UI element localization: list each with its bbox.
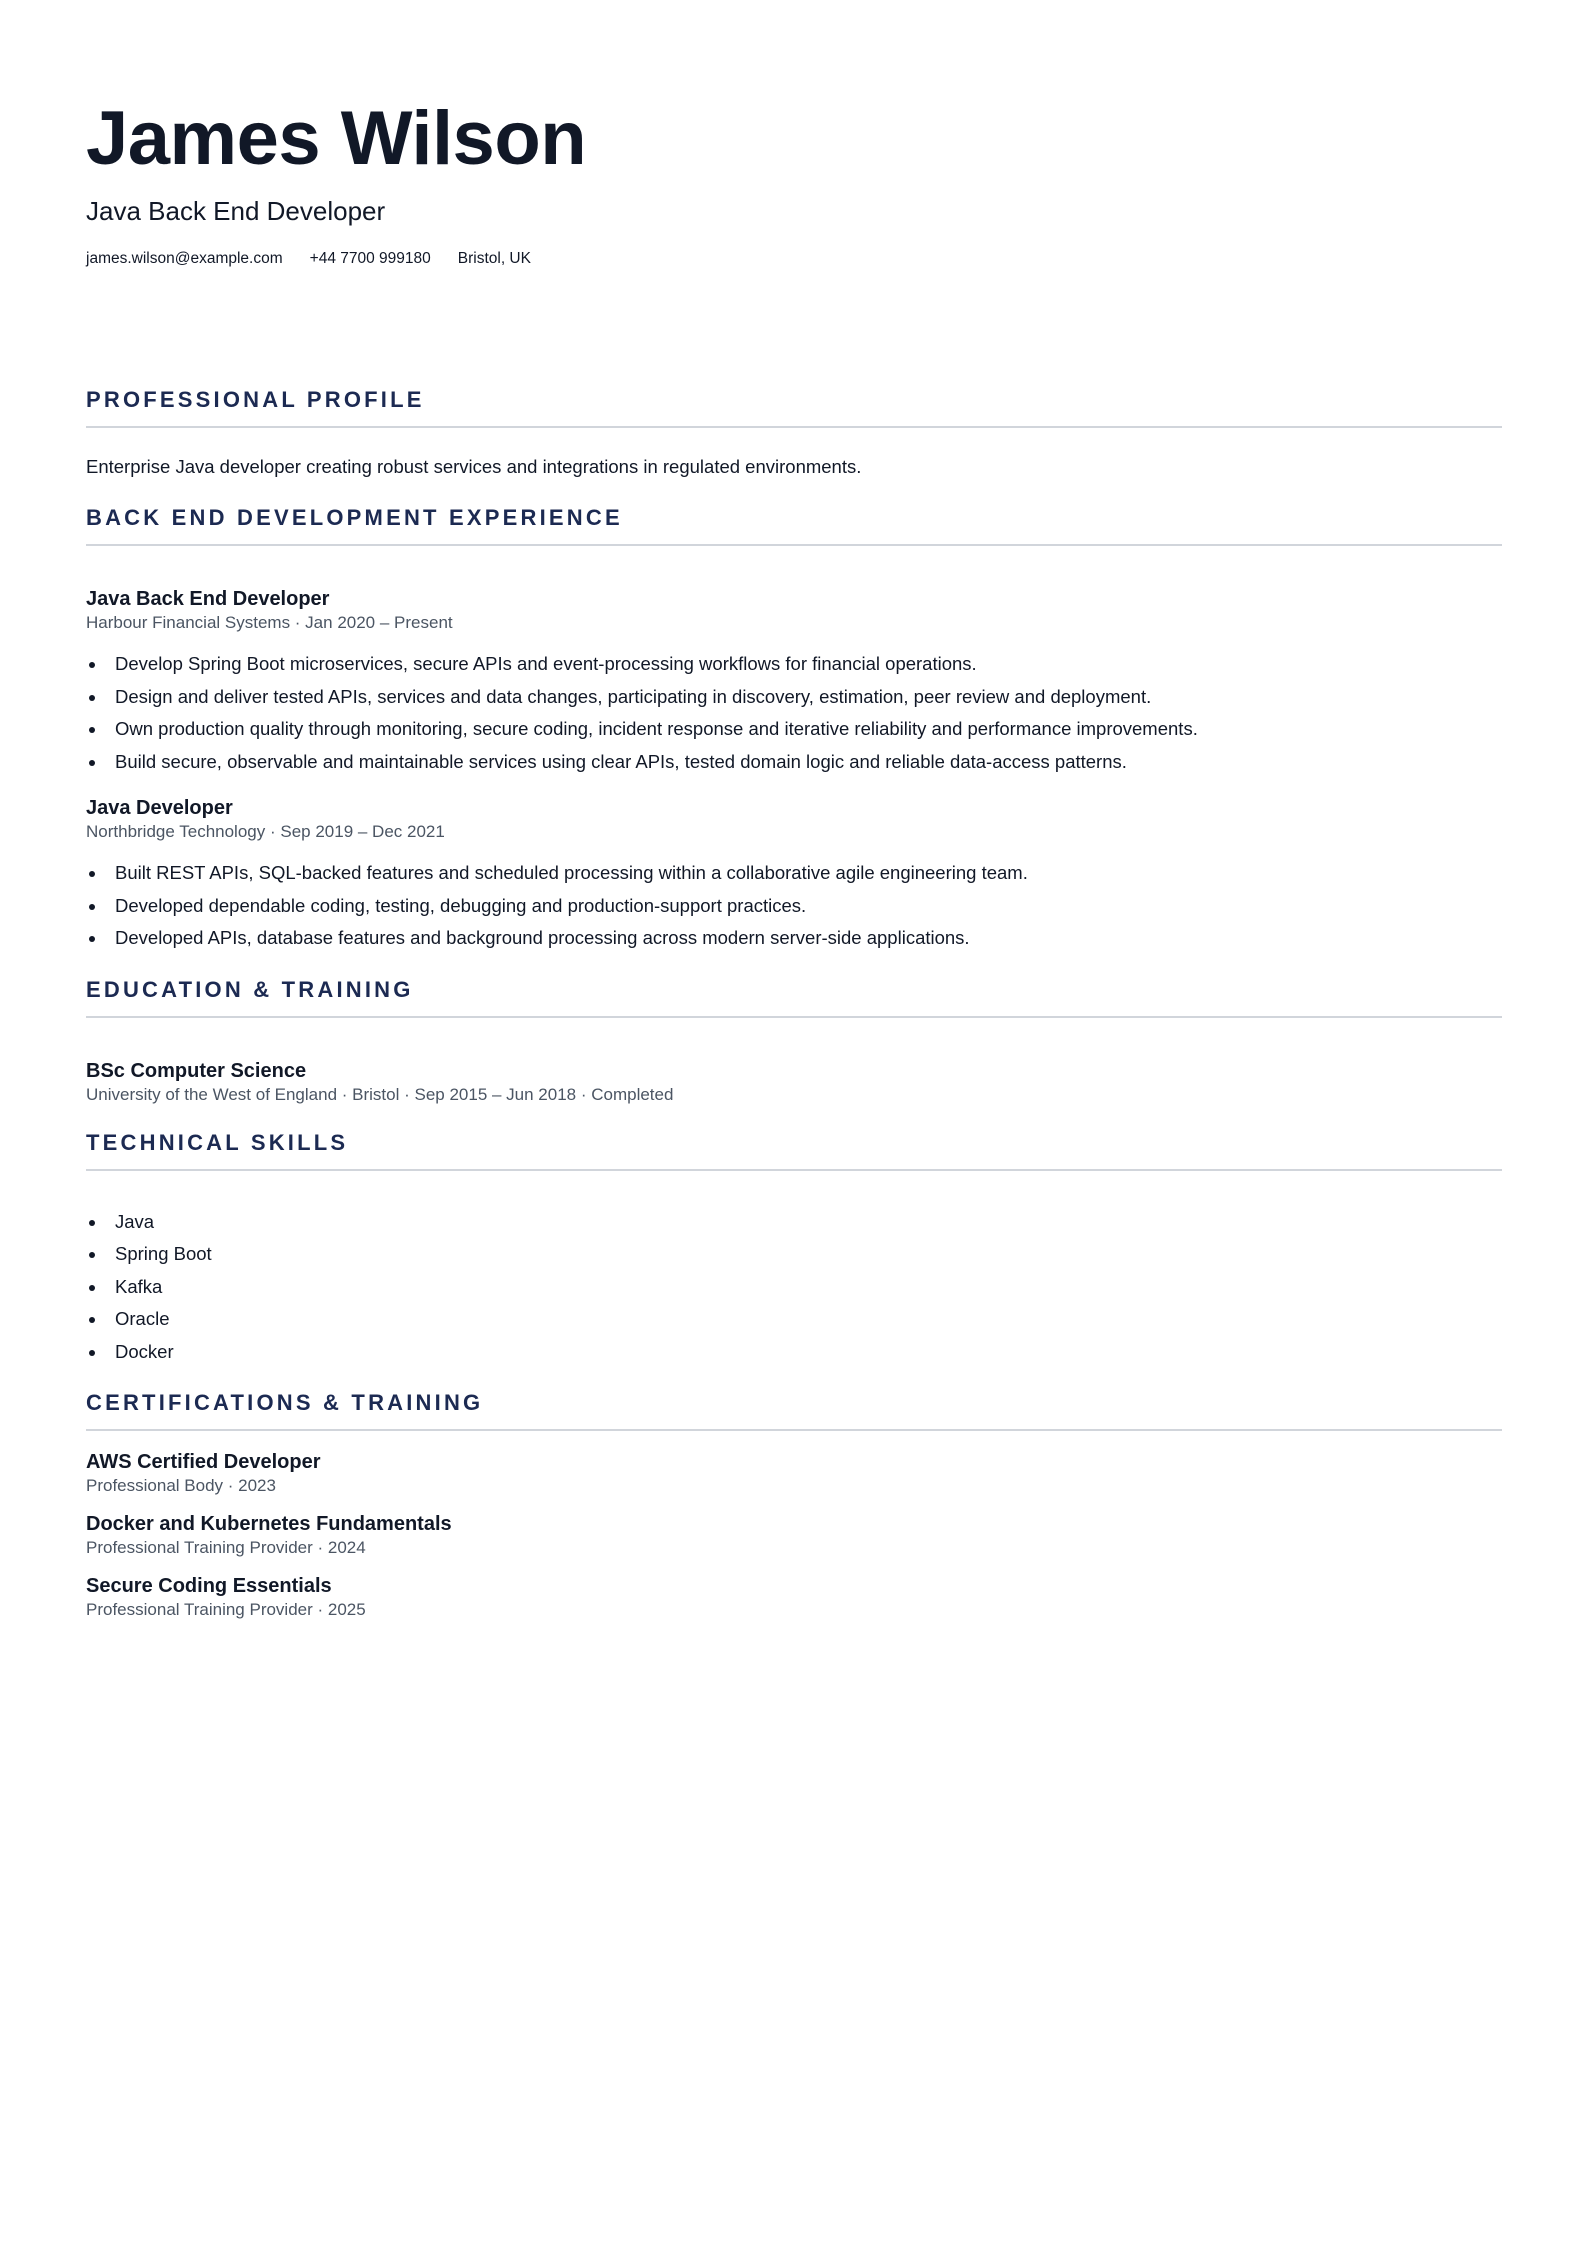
job-meta: Harbour Financial Systems · Jan 2020 – Present	[86, 613, 453, 632]
skill-item: Kafka	[86, 1271, 1502, 1304]
certification-title: AWS Certified Developer	[86, 1451, 321, 1473]
skill-item: Spring Boot	[86, 1238, 1502, 1271]
job-entry	[86, 586, 1502, 778]
certification-meta: Professional Body · 2023	[86, 1476, 276, 1495]
certification-meta: Professional Training Provider · 2024	[86, 1538, 366, 1557]
job-bullet: Built REST APIs, SQL-backed features and scheduled processing within a collaborative agile engineering team.	[86, 857, 1502, 890]
section-title-profile: PROFESSIONAL PROFILE	[86, 385, 1502, 428]
skill-item: Java	[86, 1206, 1502, 1239]
job-meta: Northbridge Technology · Sep 2019 – Dec 2021	[86, 822, 445, 841]
section-title-certifications: CERTIFICATIONS & TRAINING	[86, 1388, 1502, 1431]
education-title: BSc Computer Science	[86, 1059, 307, 1082]
skill-item: Docker	[86, 1336, 1502, 1369]
job-entry	[86, 795, 1502, 955]
contact-location: Bristol, UK	[457, 250, 531, 267]
job-bullets	[86, 857, 1502, 955]
candidate-name: James Wilson	[86, 96, 587, 181]
certification-entry	[86, 1573, 1502, 1621]
certification-title: Secure Coding Essentials	[86, 1575, 332, 1597]
certification-meta: Professional Training Provider · 2025	[86, 1600, 366, 1619]
certifications-section	[86, 1388, 1502, 1621]
certification-entry	[86, 1511, 1502, 1559]
experience-section	[86, 503, 1502, 955]
job-bullet: Develop Spring Boot microservices, secure APIs and event-processing workflows for financial operations.	[86, 648, 1502, 681]
skills-section	[86, 1128, 1502, 1369]
certification-title: Docker and Kubernetes Fundamentals	[86, 1513, 452, 1535]
job-bullet: Own production quality through monitoring, secure coding, incident response and iterative reliability and performance improvements.	[86, 713, 1502, 746]
job-title: Java Back End Developer	[86, 588, 330, 610]
resume-header	[86, 94, 1502, 270]
section-title-skills: TECHNICAL SKILLS	[86, 1128, 1502, 1171]
certification-entry	[86, 1449, 1502, 1497]
profile-text: Enterprise Java developer creating robust services and integrations in regulated environments.	[86, 456, 862, 477]
skills-list	[86, 1206, 1502, 1369]
job-bullets	[86, 648, 1502, 778]
education-section	[86, 975, 1502, 1106]
contact-phone: +44 7700 999180	[309, 250, 431, 267]
education-entry	[86, 1058, 1502, 1106]
job-bullet: Design and deliver tested APIs, services and data changes, participating in discovery, estimation, peer review and deployment.	[86, 681, 1502, 714]
job-title: Java Developer	[86, 797, 233, 819]
education-meta: University of the West of England · Bristol · Sep 2015 – Jun 2018 · Completed	[86, 1084, 674, 1104]
job-bullet: Developed dependable coding, testing, debugging and production-support practices.	[86, 890, 1502, 923]
job-bullet: Build secure, observable and maintainable services using clear APIs, tested domain logic and reliable data-access patterns.	[86, 746, 1502, 779]
profile-section	[86, 385, 1502, 481]
contact-email: james.wilson@example.com	[86, 250, 283, 267]
section-title-experience: BACK END DEVELOPMENT EXPERIENCE	[86, 503, 1502, 546]
candidate-role: Java Back End Developer	[86, 196, 386, 226]
contact-details	[86, 248, 1502, 270]
skill-item: Oracle	[86, 1303, 1502, 1336]
section-title-education: EDUCATION & TRAINING	[86, 975, 1502, 1018]
job-bullet: Developed APIs, database features and background processing across modern server-side applications.	[86, 922, 1502, 955]
